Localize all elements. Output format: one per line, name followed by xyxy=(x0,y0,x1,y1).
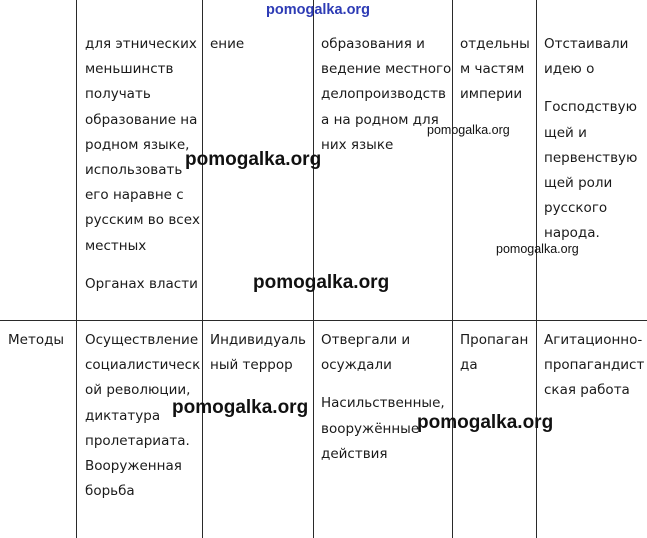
text-line: ская работа xyxy=(544,382,630,399)
text-line: щей и xyxy=(544,124,587,141)
text-line: а на родном для xyxy=(321,111,439,128)
watermark-2: pomogalka.org xyxy=(253,272,390,293)
text-line: ой революции, xyxy=(85,382,191,399)
row2-col5-text xyxy=(460,328,528,378)
row2-col6-text xyxy=(544,328,644,404)
text-line: пролетариата. xyxy=(85,432,190,449)
row2-col1-cell xyxy=(8,328,64,353)
text-line: м частям xyxy=(460,61,525,78)
text-line: местных xyxy=(85,237,147,254)
row1-col3-cell xyxy=(210,32,244,57)
text-line: Пропаган xyxy=(460,332,529,348)
text-line: образования и xyxy=(321,36,425,52)
watermark-small-1: pomogalka.org xyxy=(427,123,510,137)
row1-col3-text xyxy=(210,32,244,57)
row2-col4-text-a xyxy=(321,328,445,378)
text-line: народа. xyxy=(544,225,600,242)
row2-col5-cell xyxy=(460,328,528,378)
text-line: ный террор xyxy=(210,357,293,374)
text-line: получать xyxy=(85,86,151,103)
text-line: Насильственные, xyxy=(321,395,445,412)
text-line: социалистическ xyxy=(85,357,201,374)
text-line: да xyxy=(460,357,478,374)
column-divider xyxy=(313,0,314,538)
text-line: Методы xyxy=(8,332,65,348)
column-divider xyxy=(536,0,537,538)
text-line: борьба xyxy=(85,483,135,500)
row-header-methods xyxy=(8,328,64,353)
text-line: пропагандист xyxy=(544,357,645,374)
row1-col4-cell xyxy=(321,32,451,158)
row1-col4-text xyxy=(321,32,451,158)
watermark-4: pomogalka.org xyxy=(417,412,554,433)
watermark-1: pomogalka.org xyxy=(185,149,322,170)
row1-col6-text-a xyxy=(544,32,637,82)
row-divider xyxy=(0,320,647,321)
watermark-3: pomogalka.org xyxy=(172,397,309,418)
text-line: ение xyxy=(210,36,245,52)
row1-col5-text xyxy=(460,32,530,108)
row2-col3-text xyxy=(210,328,306,378)
text-line: русским во всех xyxy=(85,212,200,229)
column-divider xyxy=(76,0,77,538)
text-line: меньшинств xyxy=(85,61,174,78)
text-line: Агитационно- xyxy=(544,332,643,348)
text-line: щей роли xyxy=(544,175,613,192)
text-line: осуждали xyxy=(321,357,392,374)
text-line: отдельны xyxy=(460,36,530,52)
text-line: империи xyxy=(460,86,523,103)
text-line: для этнических xyxy=(85,36,197,52)
column-divider xyxy=(202,0,203,538)
column-divider xyxy=(452,0,453,538)
row1-col5-cell xyxy=(460,32,530,108)
row1-col2-cell xyxy=(85,32,200,297)
text-line: его наравне с xyxy=(85,187,184,204)
row2-col6-cell xyxy=(544,328,644,404)
row2-col4-cell xyxy=(321,328,445,467)
text-line: Осуществление xyxy=(85,332,199,348)
row2-col3-cell xyxy=(210,328,306,378)
text-line: диктатура xyxy=(85,407,161,424)
text-line: первенствую xyxy=(544,149,638,166)
text-line: Вооруженная xyxy=(85,458,182,475)
text-line: вооружённые xyxy=(321,420,420,437)
row1-col2-text-b xyxy=(85,272,200,297)
text-line: Индивидуаль xyxy=(210,332,306,348)
text-line: родном языке, xyxy=(85,136,190,153)
text-line: Органах власти xyxy=(85,275,198,292)
row1-col6-cell xyxy=(544,32,637,247)
text-line: делопроизводств xyxy=(321,86,446,103)
text-line: ведение местного xyxy=(321,61,452,78)
row1-col6-text-b xyxy=(544,95,637,246)
text-line: Отстаивали xyxy=(544,36,629,52)
text-line: Господствую xyxy=(544,99,637,116)
text-line: идею о xyxy=(544,61,595,78)
text-line: действия xyxy=(321,445,388,462)
row1-col2-text-a xyxy=(85,32,200,259)
watermark-top: pomogalka.org xyxy=(266,2,370,18)
watermark-small-2: pomogalka.org xyxy=(496,242,579,256)
text-line: образование на xyxy=(85,111,198,128)
text-line: Отвергали и xyxy=(321,332,411,348)
text-line: использовать xyxy=(85,162,183,179)
text-line: русского xyxy=(544,200,608,217)
text-line: них языке xyxy=(321,136,394,153)
